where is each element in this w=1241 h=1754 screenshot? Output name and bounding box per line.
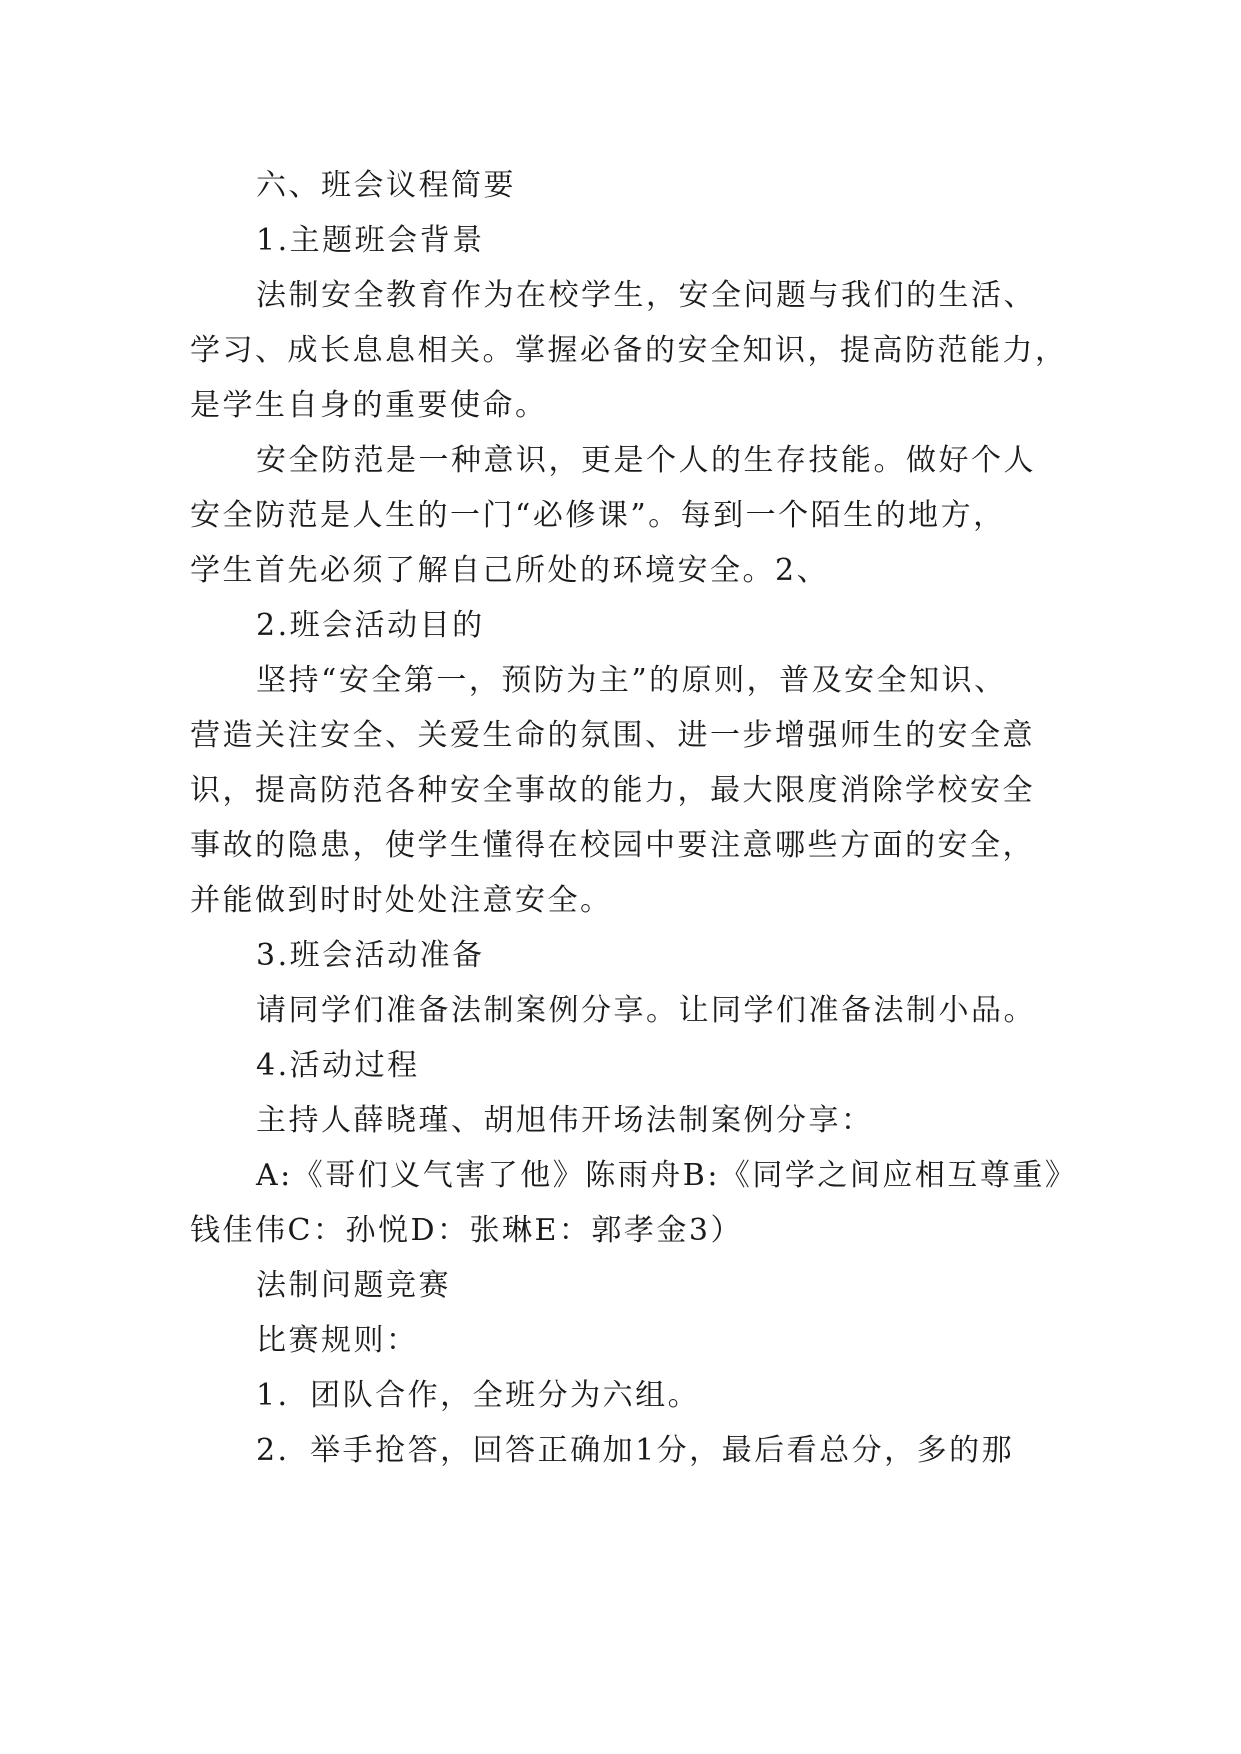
- paragraph-line: 请同学们准备法制案例分享。让同学们准备法制小品。: [256, 993, 1036, 1028]
- subheading-purpose: 2.班会活动目的: [256, 608, 485, 643]
- paragraph-line: A:《哥们义气害了他》陈雨舟B:《同学之间应相互尊重》: [256, 1158, 1078, 1193]
- paragraph-line: 钱佳伟C：孙悦D：张琳E：郭孝金3）: [190, 1213, 743, 1248]
- paragraph-line: 法制问题竞赛: [256, 1268, 451, 1303]
- subheading-preparation: 3.班会活动准备: [256, 938, 485, 973]
- paragraph-line: 安全防范是一种意识，更是个人的生存技能。做好个人: [256, 443, 1036, 478]
- paragraph-line: 坚持“安全第一，预防为主”的原则，普及安全知识、: [256, 663, 1007, 698]
- paragraph-line: 识，提高防范各种安全事故的能力，最大限度消除学校安全: [190, 773, 1035, 808]
- paragraph-line: 事故的隐患，使学生懂得在校园中要注意哪些方面的安全，: [190, 828, 1035, 863]
- paragraph-line: 营造关注安全、关爱生命的氛围、进一步增强师生的安全意: [190, 718, 1035, 753]
- paragraph-line: 学习、成长息息相关。掌握必备的安全知识，提高防范能力，: [190, 333, 1068, 368]
- section-heading: 六、班会议程简要: [256, 168, 516, 203]
- subheading-process: 4.活动过程: [256, 1048, 420, 1083]
- paragraph-line: 安全防范是人生的一门“必修课”。每到一个陌生的地方，: [190, 498, 1006, 533]
- list-item: 2．举手抢答，回答正确加1分，最后看总分，多的那: [256, 1433, 1015, 1468]
- subheading-background: 1.主题班会背景: [256, 223, 485, 258]
- paragraph-line: 法制安全教育作为在校学生，安全问题与我们的生活、: [256, 278, 1036, 313]
- paragraph-line: 比赛规则：: [256, 1323, 419, 1358]
- paragraph-line: 并能做到时时处处注意安全。: [190, 883, 613, 918]
- paragraph-line: 是学生自身的重要使命。: [190, 388, 548, 423]
- list-item: 1．团队合作，全班分为六组。: [256, 1378, 701, 1413]
- paragraph-line: 主持人薛晓瑾、胡旭伟开场法制案例分享：: [256, 1103, 874, 1138]
- paragraph-line: 学生首先必须了解自己所处的环境安全。2、: [190, 553, 830, 588]
